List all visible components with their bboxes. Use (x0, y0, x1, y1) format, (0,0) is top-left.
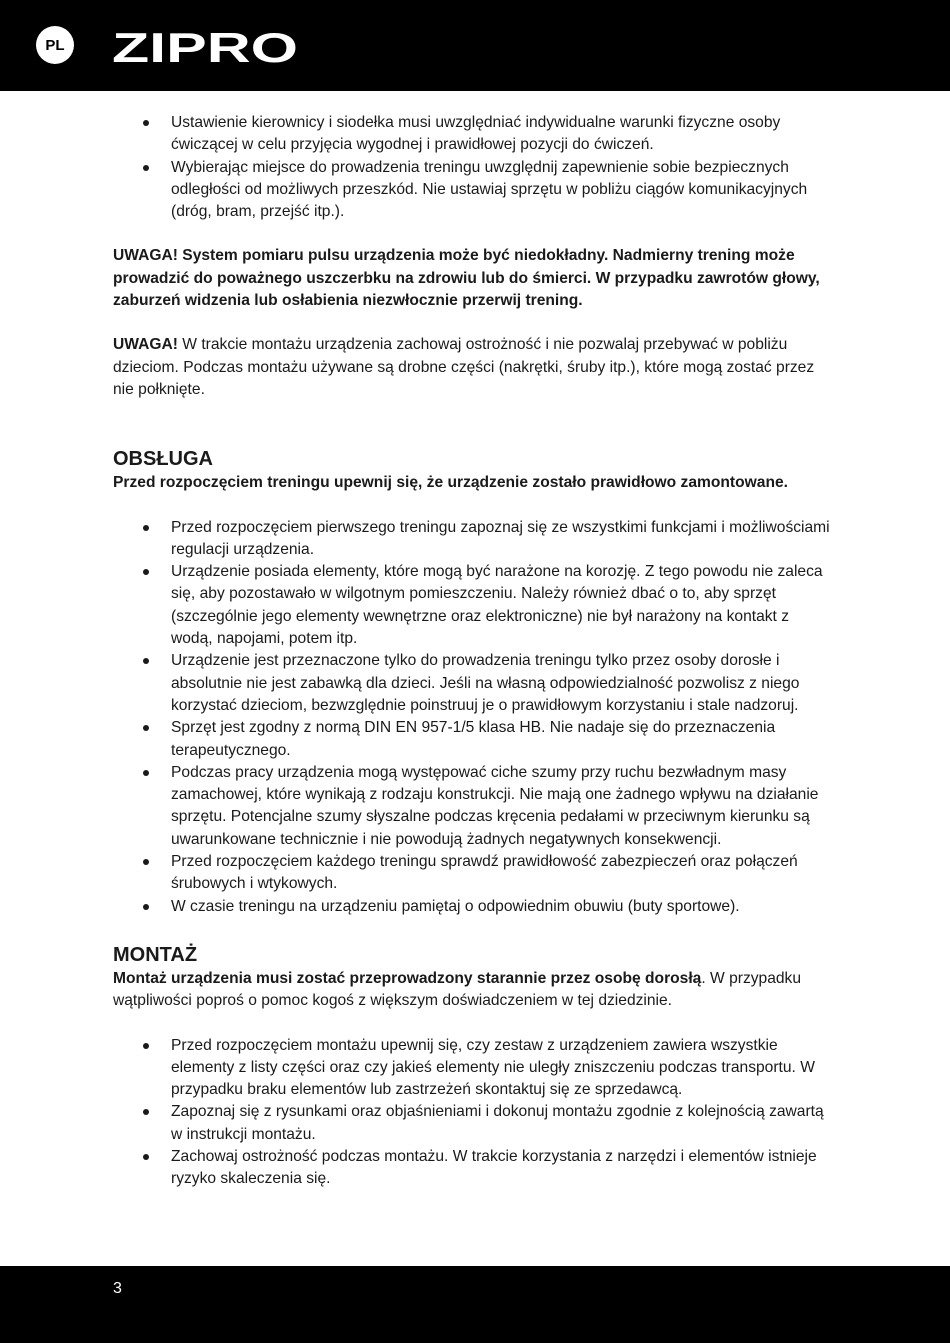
montaz-lead-bold: Montaż urządzenia musi zostać przeprowadzony starannie przez osobę dorosłą (113, 969, 702, 987)
warning-label: UWAGA! (113, 336, 178, 354)
page-header (0, 0, 950, 91)
montaz-lead-rest: . W przypadku wątpliwości poproś o pomoc kogoś z większym doświadczeniem w tej dziedzinie. (113, 969, 802, 1010)
list-item: Ustawienie kierownicy i siodełka musi uwzględniać indywidualne warunki fizyczne osoby ćwiczącej w celu przyjęcia wygodnej i prawidłowej pozycji do ćwiczeń. (113, 112, 833, 157)
zipro-logo-icon (112, 30, 300, 64)
page-footer (0, 1266, 950, 1343)
list-item: Urządzenie posiada elementy, które mogą być narażone na korozję. Z tego powodu nie zaleca się, aby pozostawało w wilgotnym pomieszczeniu. Należy również dbać o to, aby sprzęt (szczególnie jego elementy wewnętrzne oraz elektroniczne) nie był narażony na kontakt z wodą, napojami, potem itp. (113, 561, 833, 650)
page-number: 3 (113, 1280, 122, 1297)
section-title-obsluga: OBSŁUGA (113, 448, 213, 471)
list-item: Zachowaj ostrożność podczas montażu. W trakcie korzystania z narzędzi i elementów istnieje ryzyko skaleczenia się. (113, 1146, 833, 1191)
list-item: W czasie treningu na urządzeniu pamiętaj o odpowiednim obuwiu (buty sportowe). (113, 896, 833, 918)
montaz-lead (113, 968, 833, 1013)
obsluga-lead: Przed rozpoczęciem treningu upewnij się, że urządzenie zostało prawidłowo zamontowane. (113, 474, 788, 492)
intro-list (113, 112, 833, 223)
obsluga-list (113, 517, 833, 918)
warning-text: W trakcie montażu urządzenia zachowaj ostrożność i nie pozwalaj przebywać w pobliżu dzieciom. Podczas montażu używane są drobne części (nakrętki, śruby itp.), które mogą zostać przez nie połknięte. (113, 336, 815, 398)
list-item: Urządzenie jest przeznaczone tylko do prowadzenia treningu tylko przez osoby dorosłe i absolutnie nie jest zabawką dla dzieci. Jeśli na własną odpowiedzialność pozwolisz z niego korzystać dzieciom, bezwzględnie poinstruuj je o prawidłowym korzystaniu i stale nadzoruj. (113, 650, 833, 717)
list-item: Podczas pracy urządzenia mogą występować ciche szumy przy ruchu bezwładnym masy zamachowej, które wynikają z rodzaju konstrukcji. Nie mają one żadnego wpływu na działanie sprzętu. Potencjalne szumy słyszalne podczas kręcenia pedałami w przeciwnym kierunku są uwarunkowane technicznie i nie powodują żadnych negatywnych konsekwencji. (113, 762, 833, 851)
page-content (113, 112, 833, 1191)
warning-assembly (113, 334, 833, 401)
list-item: Sprzęt jest zgodny z normą DIN EN 957-1/5 klasa HB. Nie nadaje się do przeznaczenia terapeutycznego. (113, 717, 833, 762)
list-item: Wybierając miejsce do prowadzenia treningu uwzględnij zapewnienie sobie bezpiecznych odległości od możliwych przeszkód. Nie ustawiaj sprzętu w pobliżu ciągów komunikacyjnych (dróg, bram, przejść itp.). (113, 157, 833, 224)
list-item: Przed rozpoczęciem montażu upewnij się, czy zestaw z urządzeniem zawiera wszystkie elementy z listy części oraz czy jakieś elementy nie uległy zniszczeniu podczas transportu. W przypadku braku elementów lub zastrzeżeń skontaktuj się ze sprzedawcą. (113, 1035, 833, 1102)
list-item: Przed rozpoczęciem pierwszego treningu zapoznaj się ze wszystkimi funkcjami i możliwościami regulacji urządzenia. (113, 517, 833, 562)
warning-pulse: UWAGA! System pomiaru pulsu urządzenia może być niedokładny. Nadmierny trening może prowadzić do poważnego uszczerbku na zdrowiu lub do śmierci. W przypadku zawrotów głowy, zaburzeń widzenia lub osłabienia niezwłocznie przerwij trening. (113, 247, 820, 310)
list-item: Przed rozpoczęciem każdego treningu sprawdź prawidłowość zabezpieczeń oraz połączeń śrubowych i wtykowych. (113, 851, 833, 896)
language-badge: PL (36, 26, 74, 64)
zipro-logo (112, 30, 300, 69)
svg-text:ZIPRO: ZIPRO (112, 30, 298, 64)
section-title-montaz: MONTAŻ (113, 943, 198, 966)
list-item: Zapoznaj się z rysunkami oraz objaśnieniami i dokonuj montażu zgodnie z kolejnością zawartą w instrukcji montażu. (113, 1101, 833, 1146)
montaz-list (113, 1035, 833, 1191)
